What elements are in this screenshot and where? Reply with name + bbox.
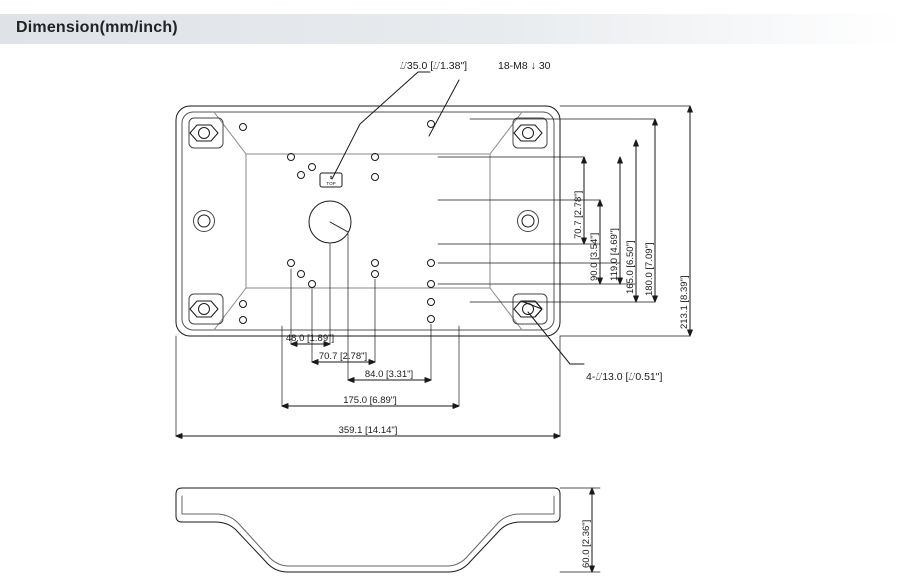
- dimension-180-0: 180.0 [7.09"]: [644, 242, 655, 296]
- dimension-165-0: 165.0 [6.50"]: [625, 240, 636, 294]
- callout-thread-holes: 18-M8 ↓ 30: [498, 60, 551, 72]
- dimension-213-1: 213.1 [8.39"]: [679, 275, 690, 329]
- side-view-profile: [176, 488, 560, 572]
- dimension-60-0: 60.0 [2.36"]: [581, 519, 592, 568]
- dimension-90-0: 90.0 [3.54"]: [589, 232, 600, 281]
- dimension-70-7-horizontal: 70.7 [2.78"]: [318, 351, 368, 362]
- top-marker-label: [326, 175, 335, 186]
- mounting-holes: [240, 121, 435, 324]
- dimension-84-0: 84.0 [3.31"]: [364, 369, 414, 380]
- callout-corner-holes: 4-⌰13.0 [⌰0.51"]: [586, 371, 663, 383]
- plate-outline: [176, 106, 560, 336]
- horizontal-dimension-lines: [176, 342, 560, 439]
- dimension-48-0: 48.0 [1.89"]: [285, 333, 335, 344]
- side-bosses: [194, 211, 539, 232]
- top-marker-text: TOP: [326, 181, 336, 186]
- callout-center-hole: ⌰35.0 [⌰1.38"]: [400, 60, 468, 72]
- dimension-119-0: 119.0 [4.69"]: [609, 228, 620, 281]
- extension-lines-right: [438, 106, 690, 336]
- top-marker-arrow: ⬆: [329, 175, 333, 180]
- vertical-dimension-lines: [582, 106, 693, 336]
- extension-lines-side-view: [560, 488, 600, 572]
- page-title: Dimension(mm/inch): [16, 19, 178, 36]
- plate-chamfer-lines: [214, 112, 522, 330]
- center-cable-hole: [309, 201, 351, 243]
- dimension-175-0: 175.0 [6.89"]: [343, 395, 397, 406]
- technical-drawing: [0, 44, 904, 578]
- leader-lines: [332, 72, 584, 364]
- dimension-359-1: 359.1 [14.14"]: [338, 425, 398, 436]
- dimension-70-7-vertical: 70.7 [2.78"]: [573, 190, 584, 239]
